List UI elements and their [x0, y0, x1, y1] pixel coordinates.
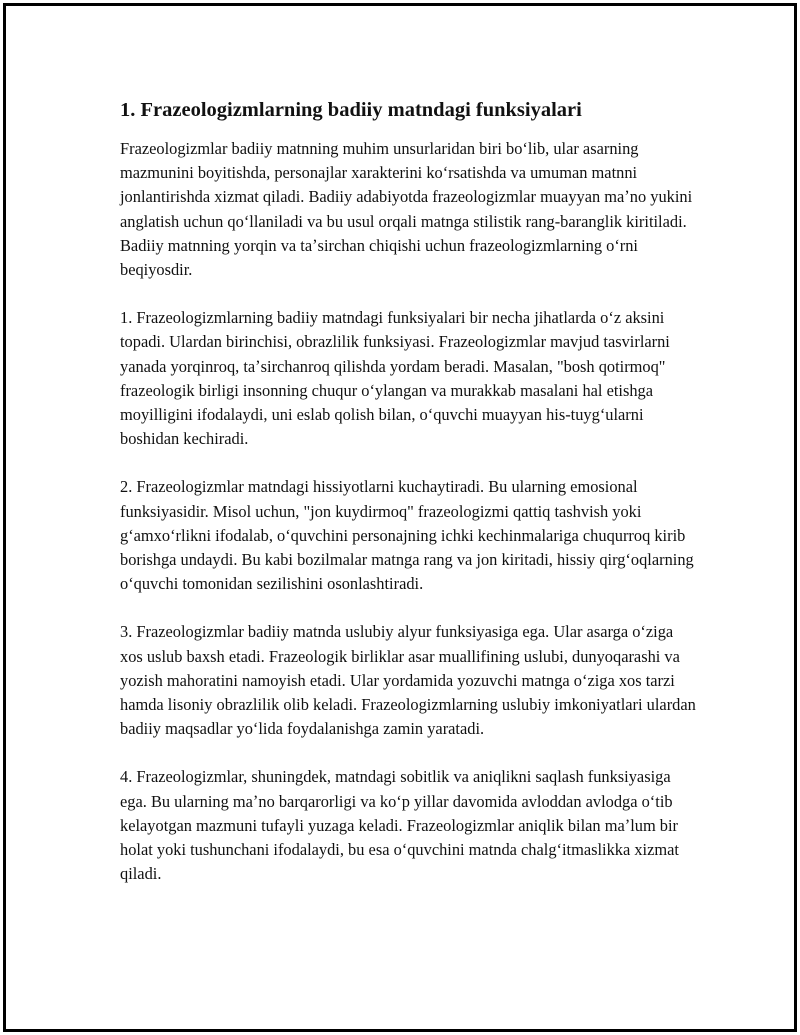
paragraph-intro: Frazeologizmlar badiiy matnning muhim unsurlaridan biri boʻlib, ular asarning mazmunini boyitishda, personajlar xarakterini koʻrsatishda va umuman matnni jonlantirishda xizmat qiladi. Badiiy adabiyotda frazeologizmlar muayyan maʼno yukini anglatish uchun qoʻllaniladi va bu usul orqali matnga stilistik rang-baranglik kiritiladi. Badiiy matnning yorqin va taʼsirchan chiqishi uchun frazeologizmlarning oʻrni beqiyosdir.: [120, 139, 693, 280]
paragraph-point-1: 1. Frazeologizmlarning badiiy matndagi funksiyalari bir necha jihatlarda oʻz aksini topadi. Ulardan birinchisi, obrazlilik funksiyasi. Frazeologizmlar mavjud tasvirlarni yanada yorqinroq, taʼsirchanroq qilishda yordam beradi. Masalan, "bosh qotirmoq" frazeologik birligi insonning chuqur oʻylangan va murakkab masalani hal etishga moyilligini ifodalaydi, uni eslab qolish bilan, oʻquvchi muayyan his-tuygʻularni boshidan kechiradi.: [120, 308, 670, 449]
document-body: [120, 95, 700, 886]
paragraph-point-2: 2. Frazeologizmlar matndagi hissiyotlarni kuchaytiradi. Bu ularning emosional funksiyasidir. Misol uchun, "jon kuydirmoq" frazeologizmi qattiq tashvish yoki gʻamxoʻrlikni ifodalab, oʻquvchini personajning ichki kechinmalariga chuqurroq kirib borishga undaydi. Bu kabi bozilmalar matnga rang va jon kiritadi, hissiy qirgʻoqlarning oʻquvchi tomonidan sezilishini osonlashtiradi.: [120, 477, 694, 594]
paragraph-point-3: 3. Frazeologizmlar badiiy matnda uslubiy alyur funksiyasiga ega. Ular asarga oʻziga xos uslub baxsh etadi. Frazeologik birliklar asar muallifining uslubi, dunyoqarashi va yozish mahoratini namoyish etadi. Ular yordamida yozuvchi matnga oʻziga xos tarzi hamda lisoniy obrazlilik olib keladi. Frazeologizmlarning uslubiy imkoniyatlari ulardan badiiy maqsadlar yoʻlida foydalanishga zamin yaratadi.: [120, 622, 696, 739]
page-title: 1. Frazeologizmlarning badiiy matndagi funksiyalari: [120, 99, 582, 121]
paragraph-point-4: 4. Frazeologizmlar, shuningdek, matndagi sobitlik va aniqlikni saqlash funksiyasiga ega. Bu ularning maʼno barqarorligi va koʻp yillar davomida avloddan avlodga oʻtib kelayotgan mazmuni tufayli yuzaga keladi. Frazeologizmlar aniqlik bilan maʼlum bir holat yoki tushunchani ifodalaydi, bu esa oʻquvchini matnda chalgʻitmaslikka xizmat qiladi.: [120, 767, 679, 884]
page-frame: [3, 3, 797, 1032]
